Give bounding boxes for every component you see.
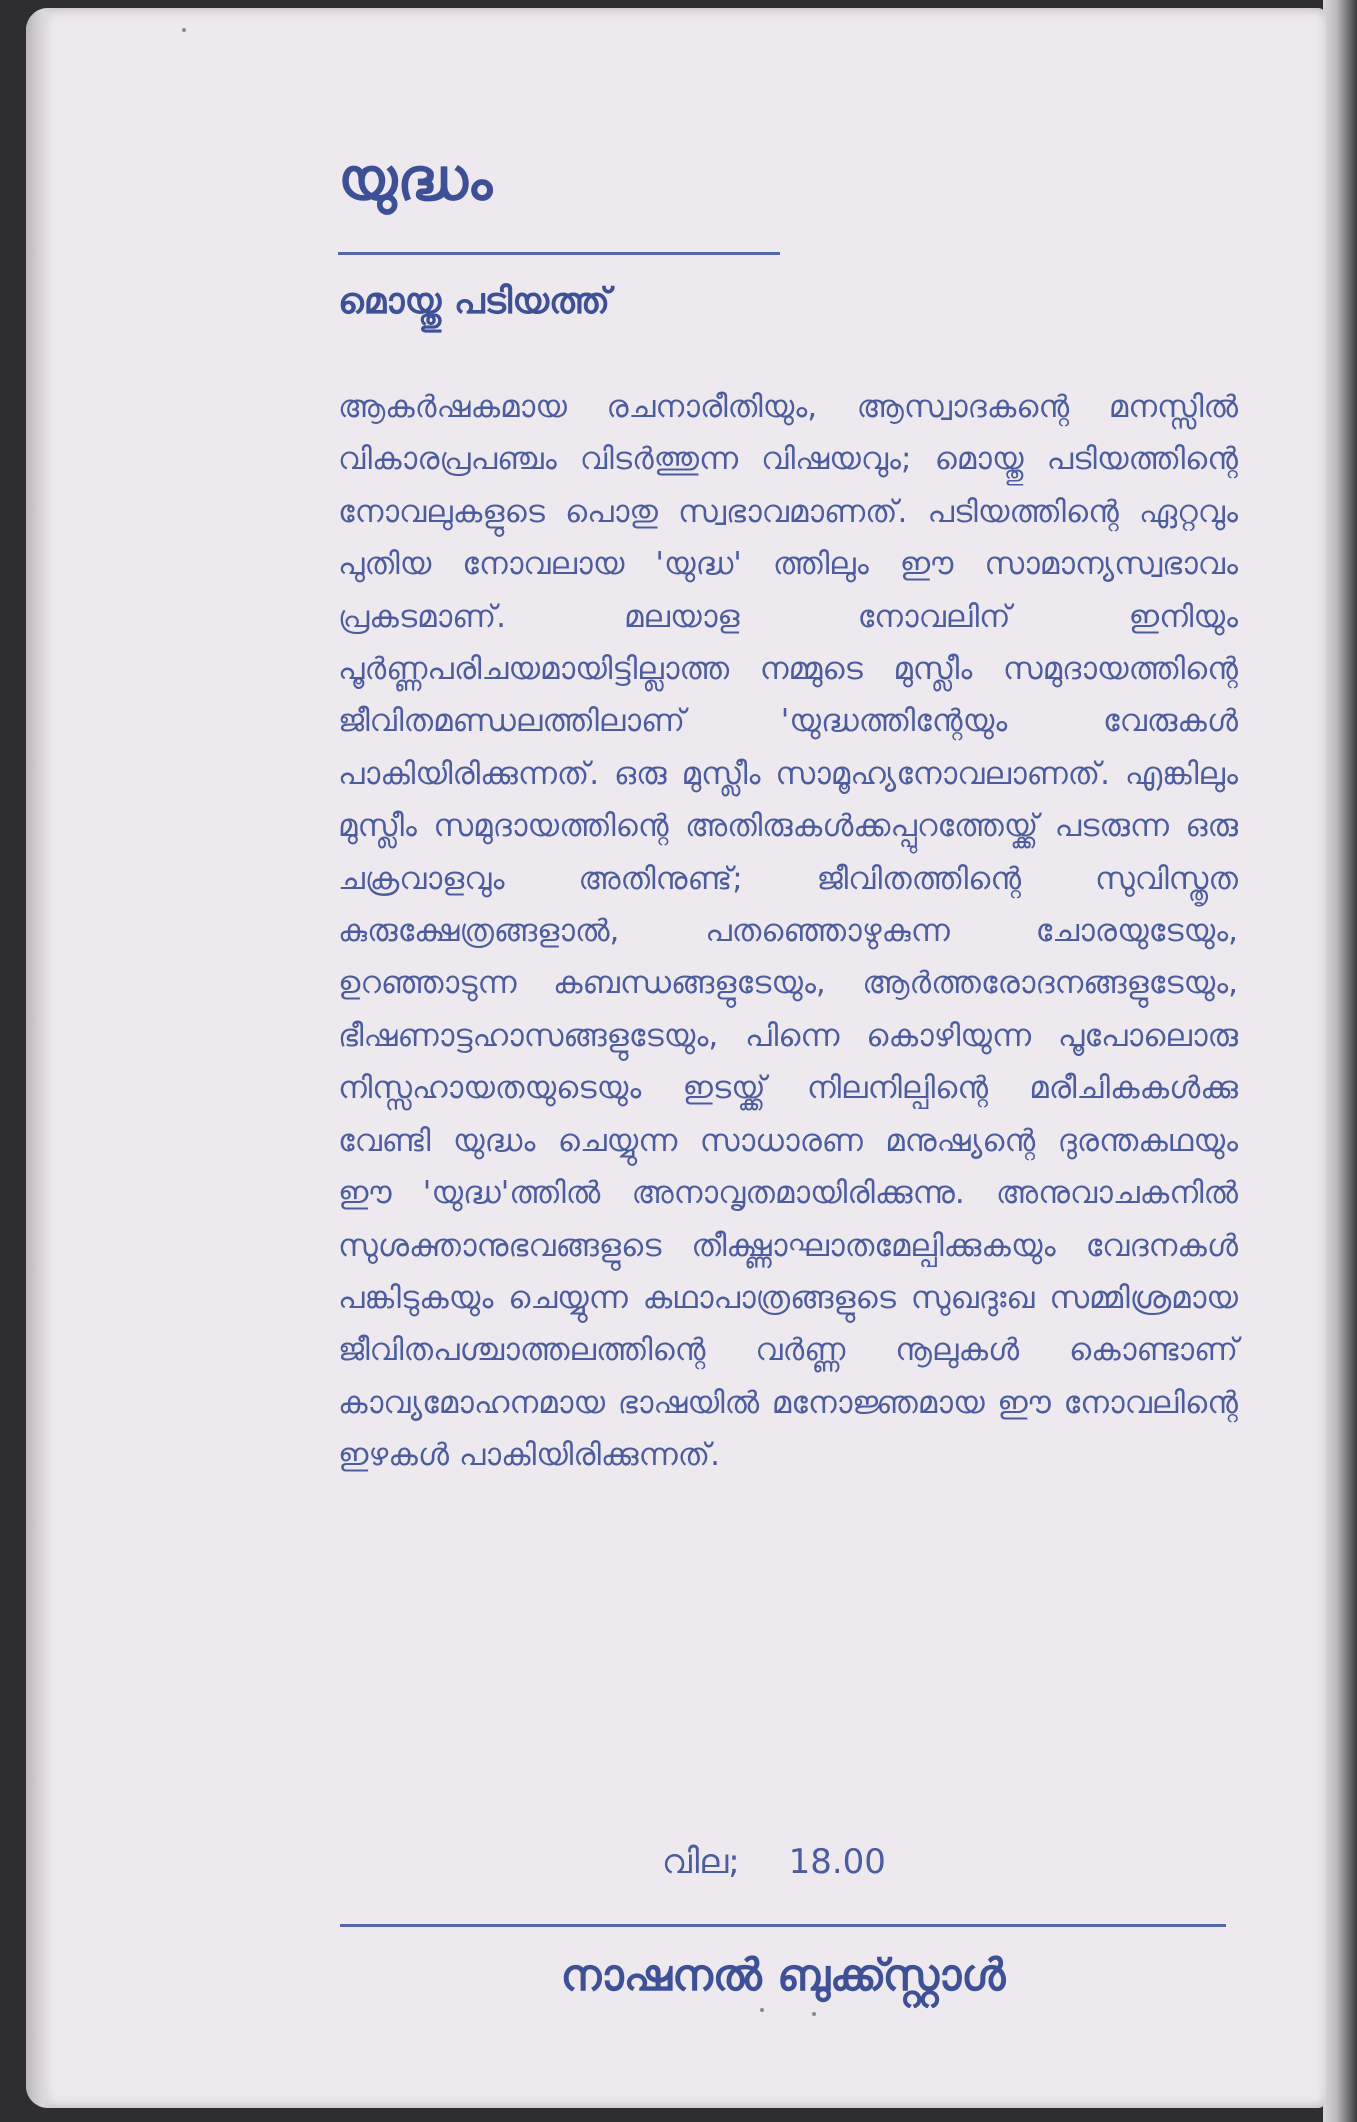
spine-shadow bbox=[26, 8, 54, 2108]
cover-content bbox=[338, 145, 1238, 1482]
paper-speck bbox=[182, 28, 186, 32]
page-edge-shadow bbox=[1323, 0, 1357, 2122]
paper-speck bbox=[760, 2008, 764, 2012]
blurb-text: ആകർഷകമായ രചനാരീതിയും, ആസ്വാദകന്റെ മനസ്സിൽ വികാരപ്രപഞ്ചം വിടർത്തുന്ന വിഷയവും; മൊയ്തു പടിയത്തിന്റെ നോവലുകളുടെ പൊതു സ്വഭാവമാണത്. പടിയത്തിന്റെ ഏറ്റവും പുതിയ നോവലായ 'യുദ്ധ' ത്തിലും ഈ സാമാന്യസ്വഭാവം പ്രകടമാണ്. മലയാള നോവലിന് ഇനിയും പൂർണ്ണപരിചയമായിട്ടില്ലാത്ത നമ്മുടെ മുസ്ലീം സമുദായത്തിന്റെ ജീവിതമണ്ഡലത്തിലാണ് 'യുദ്ധത്തിന്റേയും വേരുകൾ പാകിയിരിക്കുന്നത്. ഒരു മുസ്ലീം സാമൂഹ്യനോവലാണത്. എങ്കിലും മുസ്ലീം സമുദായത്തിന്റെ അതിരുകൾക്കപ്പുറത്തേയ്ക്ക് പടരുന്ന ഒരു ചക്രവാളവും അതിനുണ്ട്; ജീവിതത്തിന്റെ സുവിസ്തൃത കുരുക്ഷേത്രങ്ങളാൽ, പതഞ്ഞൊഴുകുന്ന ചോരയുടേയും, ഉറഞ്ഞാടുന്ന കബന്ധങ്ങളുടേയും, ആർത്തരോദനങ്ങളുടേയും, ഭീഷണാട്ടഹാസങ്ങളുടേയും, പിന്നെ കൊഴിയുന്ന പൂപോലൊരു നിസ്സഹായതയുടെയും ഇടയ്ക്ക് നിലനില്പിന്റെ മരീചികകൾക്കു വേണ്ടി യുദ്ധം ചെയ്യുന്ന സാധാരണ മനുഷ്യന്റെ ദുരന്തകഥയും ഈ 'യുദ്ധ'ത്തിൽ അനാവൃതമായിരിക്കുന്നു. അനുവാചകനിൽ സുശക്താനുഭവങ്ങളുടെ തീക്ഷ്ണാഘാതമേല്പിക്കുകയും വേദനകൾ പങ്കിടുകയും ചെയ്യുന്ന കഥാപാത്രങ്ങളുടെ സുഖദുഃഖ സമ്മിശ്രമായ ജീവിതപശ്ചാത്തലത്തിന്റെ വർണ്ണ നൂലുകൾ കൊണ്ടാണ് കാവ്യമോഹനമായ ഭാഷയിൽ മനോജ്ഞമായ ഈ നോവലിന്റെ ഇഴകൾ പാകിയിരിക്കുന്നത്. bbox=[338, 389, 1238, 1474]
book-title: യുദ്ധം bbox=[338, 145, 493, 213]
paper-speck bbox=[812, 2012, 816, 2016]
price-label: വില; bbox=[662, 1842, 740, 1882]
publisher-divider bbox=[340, 1924, 1226, 1927]
price-value: 18.00 bbox=[788, 1842, 886, 1882]
title-underline bbox=[338, 252, 780, 255]
book-author: മൊയ്തു പടിയത്ത് bbox=[338, 281, 611, 322]
price-line bbox=[662, 1842, 886, 1882]
publisher-name: നാഷനൽ ബുക്ക്സ്റ്റാൾ bbox=[560, 1950, 1006, 2001]
